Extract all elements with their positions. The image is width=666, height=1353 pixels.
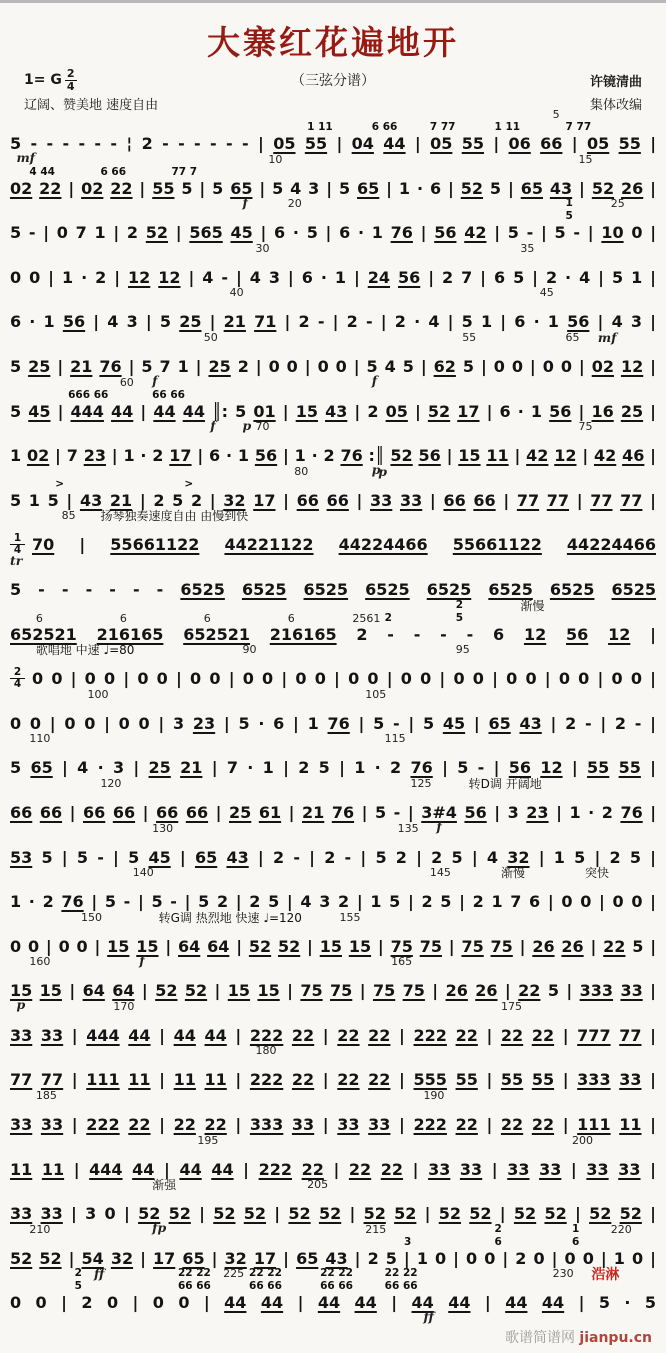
- score-annotation: 165: [391, 955, 413, 969]
- score-annotation: 20: [287, 197, 302, 211]
- score-annotation: 120: [100, 776, 122, 790]
- score-line: [10, 999, 656, 1052]
- dynamic-marking: p: [242, 417, 252, 433]
- score-annotation: 6: [287, 611, 295, 625]
- score-annotation: 5: [455, 611, 464, 624]
- score-annotation: 7 77: [565, 121, 592, 133]
- tempo-expression-text: 辽阔、赞美地 速度自由: [24, 98, 159, 113]
- notation-text: 5 45 | 444 44 | 44 44 ║: 5 01 | 15 43 | 2 05 | 52 17 | 6 · 1 56 | 16 25 |: [10, 401, 657, 421]
- score-annotation: 200: [572, 1133, 594, 1147]
- score-line: [10, 420, 657, 478]
- score-annotation: >: [55, 477, 65, 490]
- key-signature: [24, 68, 230, 92]
- notation-text: 66 66 | 66 66 | 66 66 | 25 61 | 21 76 | 5 - | 3#4 56 | 3 23 | 1 · 2 76 |: [10, 802, 657, 822]
- score-annotation: 66 66: [177, 1280, 211, 1293]
- dynamic-marking: f: [139, 952, 145, 968]
- score-annotation: 22 22: [177, 1267, 211, 1280]
- score-annotation: 6: [119, 611, 127, 625]
- score-annotation: 6 66: [100, 165, 127, 178]
- score-annotation: 140: [132, 866, 154, 880]
- score-line: [10, 955, 656, 1013]
- composer-credit: 许镜清曲: [589, 74, 642, 90]
- score-annotation: 5: [74, 1280, 82, 1293]
- site-name: 歌谱简谱网: [504, 1330, 575, 1346]
- dynamic-marking: f: [152, 372, 158, 388]
- time-signature: $\frac{2}{4}$: [66, 67, 75, 93]
- score-annotation: 5: [552, 108, 560, 121]
- notation-text: 5 65 | 4 · 3 | 25 21 | 7 · 1 | 2 5 | 1 · 2 76 | 5 - | 56 12 | 55 55 |: [10, 758, 657, 778]
- score-annotation: 215: [365, 1222, 387, 1236]
- score-annotation: 22 22: [384, 1267, 418, 1280]
- notation-text: 33 33 | 3 0 | 52 52 | 52 52 | 52 52 | 52 52 | 52 52 | 52 52 | 52 52 |: [10, 1204, 656, 1224]
- expression-text: 扬琴独奏速度自由 由慢到快: [100, 509, 249, 524]
- score-annotation: 25: [610, 197, 625, 211]
- notation-text: 15 15 | 64 64 | 52 52 | 15 15 | 75 75 | 75 75 | 26 26 | 22 5 | 333 33 |: [10, 981, 656, 1001]
- score-line: [10, 866, 656, 918]
- score-annotation: 160: [29, 955, 51, 969]
- score-annotation: 130: [152, 821, 174, 835]
- score-annotation: 2: [455, 598, 464, 611]
- score-annotation: 90: [242, 643, 257, 657]
- score-annotation: 225: [223, 1267, 245, 1281]
- key-text: 1= G: [24, 72, 62, 88]
- score-annotation: 80: [294, 464, 309, 478]
- notation-text: 53 5 | 5 - | 5 45 | 65 43 | 2 - | 2 - | 5 2 | 2 5 | 4 32 | 1 5 | 2 5 |: [10, 847, 657, 867]
- score-annotation: 1 11: [494, 121, 521, 133]
- score-annotation: 195: [197, 1133, 219, 1147]
- score-annotation: 22 22: [249, 1267, 282, 1280]
- score-annotation: 666 66: [68, 388, 109, 401]
- score-annotation: 66 66: [384, 1280, 418, 1293]
- score-annotation: 135: [397, 821, 419, 835]
- score-line: [10, 776, 657, 834]
- dynamic-marking: p: [16, 997, 26, 1013]
- score-annotation: 115: [384, 732, 406, 746]
- arranger-credit: 集体改编: [589, 98, 642, 113]
- score-line: [10, 286, 657, 338]
- notation-text: 0 0 | 0 0 | 15 15 | 64 64 | 52 52 | 15 15 | 75 75 | 75 75 | 26 26 | 22 5 |: [10, 936, 657, 956]
- score-annotation: 105: [365, 687, 387, 701]
- score-annotation: 180: [255, 1044, 277, 1058]
- notation-text: 11 11 | 444 44 | 44 44 | 222 22 | 22 22 | 33 33 | 33 33 | 33 33 |: [10, 1159, 656, 1179]
- notation-text: 5 1 5 | 43 21 | 2 5 2 | 32 17 | 66 66 | 33 33 | 66 66 | 77 77 | 77 77 |: [10, 490, 656, 510]
- score-annotation: 2: [494, 1222, 502, 1235]
- score-line: [10, 509, 656, 561]
- score-annotation: 7 77: [429, 121, 456, 133]
- notation-text: 33 33 | 444 44 | 44 44 | 222 22 | 22 22 | 222 22 | 22 22 | 777 77 |: [10, 1025, 656, 1045]
- notation-text: 5 - | 0 7 1 | 2 52 | 565 45 | 6 · 5 | 6 · 1 76 | 56 42 | 5 - | 5 - | 10 0 |: [10, 223, 657, 243]
- dynamic-marking: tr: [10, 552, 23, 568]
- dynamic-marking: p: [378, 463, 387, 479]
- score-annotation: 10: [268, 152, 283, 166]
- expression-text: 歌唱地 中速 ♩=80: [35, 643, 135, 658]
- score-line: [10, 108, 657, 165]
- dynamic-marking: f: [242, 194, 248, 210]
- dynamic-marking: ff: [423, 1309, 434, 1325]
- score-annotation: 2: [74, 1267, 82, 1280]
- subtitle: （三弦分谱）: [291, 73, 375, 89]
- score-annotation: 66 66: [320, 1280, 353, 1293]
- score-line: [10, 329, 657, 388]
- notation-text: 1 · 2 76 | 5 - | 5 - | 5 2 | 2 5 | 4 3 2 | 1 5 | 2 5 | 2 1 7 6 | 0 0 | 0 0 |: [10, 892, 656, 912]
- score-line: [10, 910, 657, 968]
- notation-text: 6 · 1 56 | 4 3 | 5 25 | 21 71 | 2 - | 2 - | 2 · 4 | 5 1 | 6 · 1 56 | 4 3 |: [10, 312, 657, 332]
- score-annotation: 100: [87, 687, 109, 701]
- notation-text: 0 0 | 0 0 | 0 0 | 3 23 | 5 · 6 | 1 76 | 5 - | 5 45 | 65 43 | 2 - | 2 - |: [10, 713, 657, 733]
- score-annotation: 150: [81, 910, 103, 924]
- score-line: [10, 1178, 656, 1236]
- time-signature: 1 4: [10, 533, 25, 556]
- notation-text: 77 77 | 111 11 | 11 11 | 222 22 | 22 22 | 555 55 | 55 55 | 333 33 |: [10, 1070, 656, 1090]
- notation-text: 02 22 | 02 22 | 55 5 | 5 65 | 5 4 3 | 5 65 | 1 · 6 | 52 5 | 65 43 | 52 26 |: [10, 178, 656, 198]
- score-annotation: 66 66: [249, 1280, 282, 1293]
- notation-text: 52 52 | 54 32 | 17 65 | 32 17 | 65 43 | 2 5 | 1 0 | 0 0 | 2 0 | 0 0 | 1 0 |: [10, 1248, 656, 1268]
- notation-text: 0 0 | 1 · 2 | 12 12 | 4 - | 4 3 | 6 · 1 | 24 56 | 2 7 | 6 5 | 2 · 4 | 5 1 |: [10, 267, 657, 287]
- score-line: [10, 687, 657, 740]
- notation-text: 70 | 55661122 44221122 44224466 55661122 44224466: [32, 535, 656, 555]
- meta-row: [0, 64, 666, 92]
- score-annotation: 66 66: [152, 388, 185, 401]
- score-annotation: 22 22: [320, 1267, 353, 1280]
- score-annotation: 50: [203, 330, 218, 344]
- dynamic-marking: mf: [16, 150, 36, 165]
- notation-text: 1 02 | 7 23 | 1 · 2 17 | 6 · 1 56 | 1 · 2 76 :║ 52 56 | 15 11 | 42 12 | 42 46 |: [10, 446, 657, 466]
- score-annotation: 220: [610, 1222, 632, 1236]
- score-annotation: 30: [255, 241, 270, 255]
- score-line: [10, 1266, 657, 1325]
- score-line: [10, 821, 657, 874]
- score: [10, 108, 657, 1325]
- score-annotation: 65: [565, 330, 580, 344]
- dynamic-marking: fp: [152, 1220, 167, 1236]
- song-title: 大寨红花遍地开: [207, 23, 459, 62]
- score-annotation: 4 44: [29, 165, 55, 178]
- score-annotation: 1: [565, 197, 573, 210]
- score-annotation: 3: [404, 1235, 412, 1248]
- site-watermark: [505, 1327, 652, 1347]
- score-annotation: 55: [462, 330, 477, 344]
- score-annotation: 190: [423, 1089, 445, 1103]
- score-annotation: 5: [565, 210, 573, 223]
- score-annotation: 2561: [352, 611, 381, 625]
- dynamic-marking: f: [210, 417, 216, 433]
- notation-text: 5 25 | 21 76 | 5 7 1 | 25 2 | 0 0 | 0 0 | 5 4 5 | 62 5 | 0 0 | 0 0 | 02 12 |: [10, 356, 657, 376]
- notation-text: 5 - - - - - - 6525 6525 6525 6525 6525 6525 6525 6525: [10, 579, 657, 599]
- score-line: [10, 552, 657, 606]
- score-annotation: 145: [429, 866, 451, 880]
- score-annotation: 230: [552, 1267, 574, 1281]
- score-annotation: 6 66: [371, 121, 398, 133]
- score-line: [10, 197, 657, 249]
- expression-text: 转G调 热烈地 快速 ♩=120: [158, 910, 302, 925]
- notation-text: 652521 216165 652521 216165 2 - - - - 6 12 56 12 |: [10, 624, 656, 644]
- score-line: [10, 1133, 656, 1186]
- score-annotation: 205: [307, 1178, 329, 1192]
- meta-row-2: [0, 92, 666, 113]
- expression-text: 渐慢: [520, 598, 545, 613]
- dynamic-marking: f: [436, 818, 442, 834]
- expression-text: 突快: [584, 866, 609, 881]
- score-annotation: 95: [455, 643, 470, 657]
- expression-text: 渐慢: [500, 866, 525, 881]
- time-signature: 2 4: [10, 667, 25, 690]
- score-annotation: 110: [29, 732, 51, 746]
- score-annotation: 170: [113, 999, 135, 1013]
- site-url: jianpu.cn: [579, 1330, 652, 1346]
- notation-text: 33 33 | 222 22 | 22 22 | 333 33 | 33 33 | 222 22 | 22 22 | 111 11 |: [10, 1115, 656, 1135]
- dynamic-marking: mf: [597, 329, 617, 345]
- score-line: [10, 1044, 656, 1096]
- score-annotation: 15: [578, 152, 593, 166]
- score-annotation: 70: [255, 420, 270, 434]
- score-annotation: 6: [572, 1235, 580, 1248]
- score-annotation: 6: [494, 1235, 502, 1248]
- score-annotation: >: [184, 477, 194, 490]
- score-annotation: 35: [520, 241, 535, 255]
- dynamic-marking: p: [371, 462, 381, 478]
- score-annotation: 175: [500, 999, 522, 1013]
- score-annotation: 60: [119, 375, 134, 389]
- score-annotation: 6: [35, 611, 43, 625]
- score-line: [10, 1089, 656, 1141]
- expression-text: 转D调 开阔地: [468, 776, 542, 791]
- score-annotation: 75: [578, 420, 593, 434]
- score-annotation: 6: [203, 611, 211, 625]
- notation-text: 0 0 | 2 0 | 0 0 | 44 44 | 44 44 | 44 44 | 44 44 | 5 · 5: [10, 1293, 657, 1313]
- notation-text: 5 - - - - - - ¦ 2 - - - - - - | 05 55 | 04 44 | 05 55 | 06 66 | 05 55 |: [10, 134, 657, 153]
- score-annotation: 45: [539, 286, 554, 300]
- score-line: [10, 241, 657, 294]
- score-annotation: 1: [572, 1222, 580, 1235]
- score-annotation: 210: [29, 1222, 51, 1236]
- score-annotation: 40: [229, 286, 244, 300]
- score-annotation: 185: [35, 1089, 57, 1103]
- dynamic-marking: f: [371, 372, 378, 388]
- score-annotation: 2: [384, 611, 392, 624]
- notation-text: 0 0 | 0 0 | 0 0 | 0 0 | 0 0 | 0 0 | 0 0 | 0 0 | 0 0 | 0 0 | 0 0 | 0 0 |: [32, 669, 656, 689]
- score-annotation: 1 11: [307, 121, 333, 133]
- score-line: [10, 375, 657, 433]
- score-annotation: 125: [410, 776, 432, 790]
- score-annotation: 77 7: [171, 165, 198, 178]
- dynamic-marking: ff: [93, 1266, 105, 1282]
- score-annotation: 155: [339, 910, 361, 924]
- score-annotation: 85: [61, 509, 76, 523]
- expression-text: 渐强: [152, 1178, 177, 1193]
- publisher-stamp: 浩淋: [591, 1267, 620, 1284]
